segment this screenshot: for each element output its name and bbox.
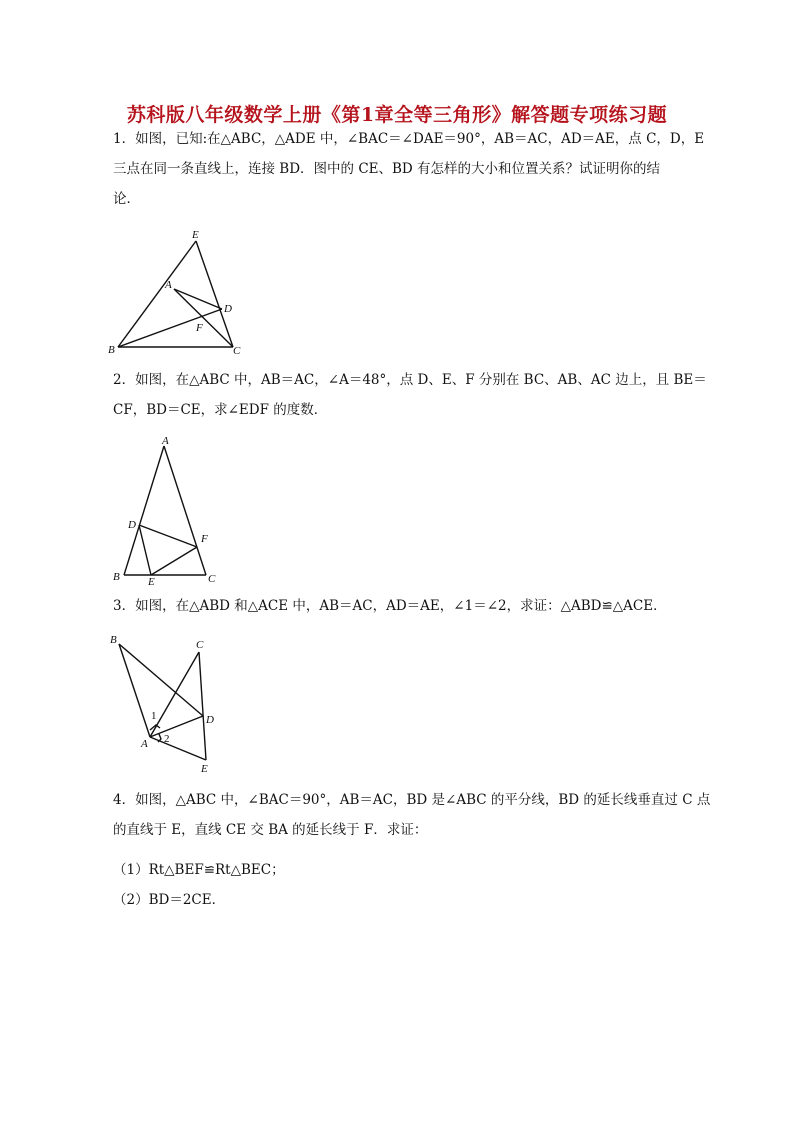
label-B: B (113, 571, 120, 583)
page-title: 苏科版八年级数学上册《第1章全等三角形》解答题专项练习题 (126, 104, 668, 126)
label-D: D (224, 303, 232, 315)
problem-2-line: 2．如图，在△ABC 中，AB＝AC，∠A＝48°，点 D、E、F 分别在 BC、AB、AC 边上，且 BE＝ (113, 372, 707, 388)
problem-4-line: 4．如图，△ABC 中，∠BAC＝90°，AB＝AC，BD 是∠ABC 的平分线，BD 的延长线垂直过 C 点 (113, 792, 711, 808)
label-C: C (196, 639, 204, 651)
problem-1-line: 三点在同一条直线上，连接 BD．图中的 CE、BD 有怎样的大小和位置关系？试证明你的结 (113, 161, 661, 177)
problem-4-line: 的直线于 E，直线 CE 交 BA 的延长线于 F．求证： (113, 822, 428, 838)
label-A: A (162, 435, 169, 447)
problem-4-text (113, 785, 709, 845)
label-B: B (110, 634, 117, 646)
problem-1-line: 1．如图，已知:在△ABC，△ADE 中，∠BAC＝∠DAE＝90°，AB＝AC，AD＝AE，点 C，D，E (113, 131, 705, 147)
problem-4-part: （2）BD＝2CE． (113, 892, 226, 908)
label-C: C (208, 573, 216, 585)
label-C: C (233, 345, 241, 357)
label-1: 1 (151, 710, 157, 722)
problem-4-part: （1）Rt△BEF≌Rt△BEC； (113, 862, 285, 878)
label-B: B (108, 344, 115, 356)
segment-AE (150, 737, 206, 760)
problem-4-parts (113, 855, 709, 915)
label-D: D (206, 714, 214, 726)
segment-CE (199, 652, 206, 760)
label-E: E (192, 229, 199, 241)
problem-1-line: 论． (113, 191, 140, 207)
problem-3-line: 3．如图，在△ABD 和△ACE 中，AB＝AC，AD＝AE，∠1＝∠2，求证：△ABD≌△ACE． (113, 598, 667, 614)
segment-AC (150, 652, 199, 737)
label-A: A (141, 738, 148, 750)
label-E: E (201, 763, 208, 775)
label-F: F (196, 322, 203, 334)
label-D: D (128, 519, 136, 531)
problem-2-line: CF，BD＝CE，求∠EDF 的度数． (113, 402, 328, 418)
label-E: E (148, 576, 155, 588)
label-A: A (165, 279, 172, 291)
label-F: F (201, 533, 208, 545)
label-2: 2 (164, 733, 170, 745)
